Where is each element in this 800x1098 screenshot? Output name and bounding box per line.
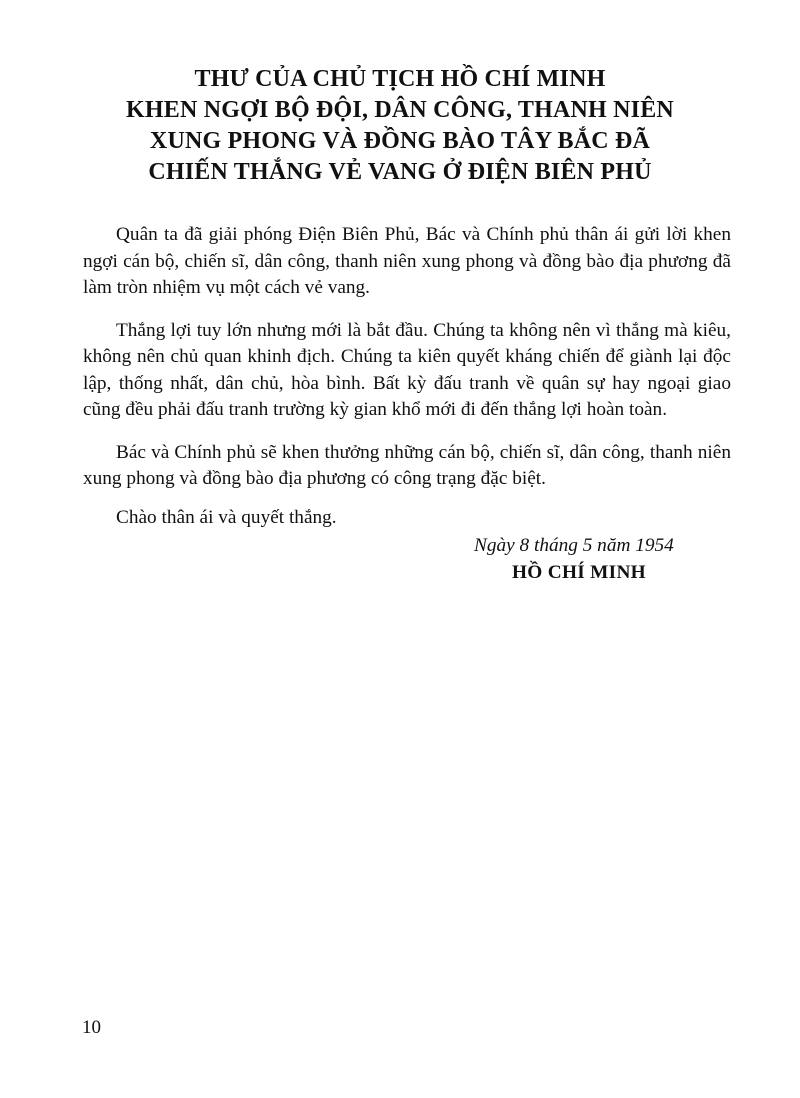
letter-title bbox=[100, 64, 700, 188]
body-paragraph-2: Thắng lợi tuy lớn nhưng mới là bắt đầu. Chúng ta không nên vì thắng mà kiêu, không nên chủ quan khinh địch. Chúng ta kiên quyết kháng chiến để giành lại độc lập, thống nhất, dân chủ, hòa bình. Bất kỳ đấu tranh về quân sự hay ngoại giao cũng đều phải đấu tranh trường kỳ gian khổ mới đi đến thắng lợi hoàn toàn. bbox=[83, 319, 731, 420]
title-line-3: XUNG PHONG VÀ ĐỒNG BÀO TÂY BẮC ĐÃ bbox=[149, 128, 651, 154]
letter-body bbox=[83, 222, 731, 509]
signature-name: HỒ CHÍ MINH bbox=[512, 562, 646, 583]
closing-line: Chào thân ái và quyết thắng. bbox=[116, 507, 337, 528]
title-line-4: CHIẾN THẮNG VẺ VANG Ở ĐIỆN BIÊN PHỦ bbox=[148, 159, 652, 185]
body-paragraph-3: Bác và Chính phủ sẽ khen thưởng những cán bộ, chiến sĩ, dân công, thanh niên xung phong và đồng bào địa phương có công trạng đặc biệt. bbox=[83, 441, 731, 489]
letter-date: Ngày 8 tháng 5 năm 1954 bbox=[474, 535, 674, 556]
title-line-1: THƯ CỦA CHỦ TỊCH HỒ CHÍ MINH bbox=[194, 66, 606, 92]
page-number: 10 bbox=[82, 1017, 101, 1038]
title-line-2: KHEN NGỢI BỘ ĐỘI, DÂN CÔNG, THANH NIÊN bbox=[126, 97, 674, 123]
body-paragraph-1: Quân ta đã giải phóng Điện Biên Phủ, Bác và Chính phủ thân ái gửi lời khen ngợi cán bộ, chiến sĩ, dân công, thanh niên xung phong và đồng bào địa phương đã làm tròn nhiệm vụ một cách vẻ vang. bbox=[83, 224, 731, 298]
